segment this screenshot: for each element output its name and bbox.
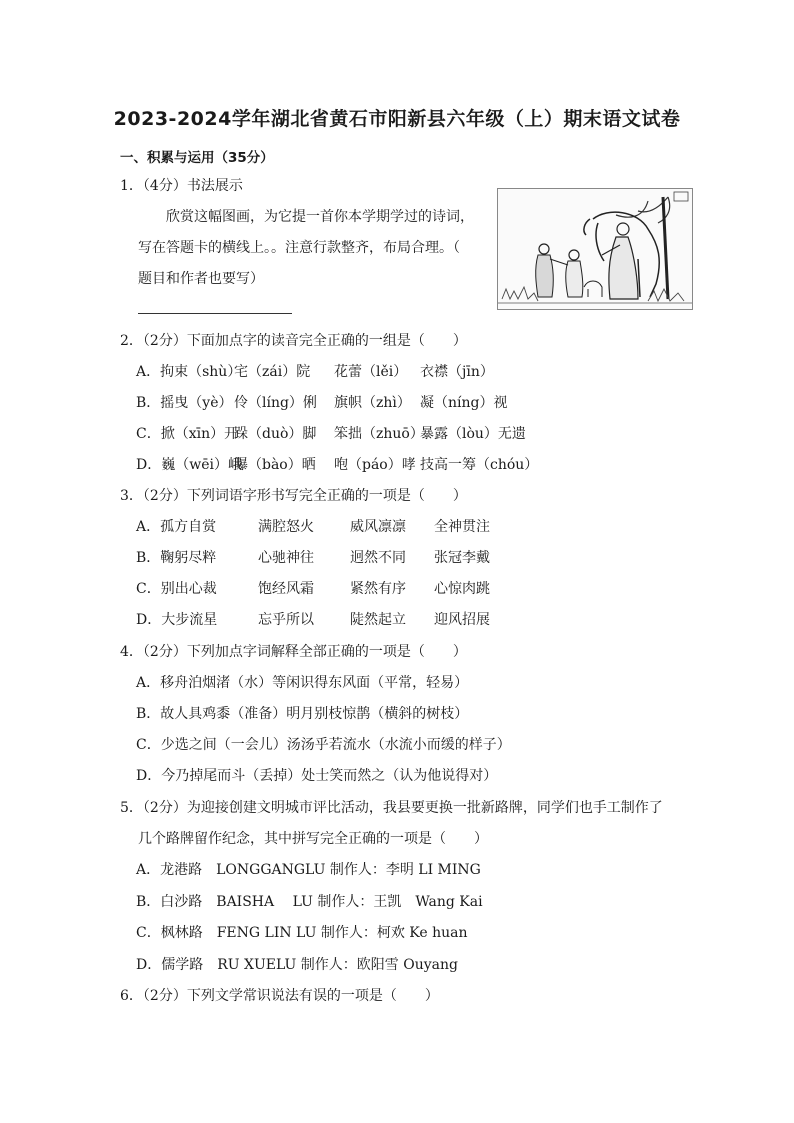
option-item: 心驰神往 <box>258 550 314 566</box>
option-a <box>136 362 494 382</box>
exam-title: 2023-2024学年湖北省黄石市阳新县六年级（上）期末语文试卷 <box>113 108 681 130</box>
option-item: 技高一筹（chóu） <box>420 457 539 473</box>
option-d: D．今乃掉尾而斗（丢掉）处士笑而然之（认为他说得对） <box>136 768 498 784</box>
question-5-head-cont: 几个路牌留作纪念，其中拼写完全正确的一项是（ ） <box>138 831 488 847</box>
option-item: B．摇曳（yè） <box>136 395 233 411</box>
option-item: 凝（níng）视 <box>420 395 508 411</box>
section-heading: 一、积累与运用（35分） <box>120 150 274 166</box>
option-b <box>136 548 490 568</box>
option-item: 迎风招展 <box>434 612 490 628</box>
option-item: C．掀（xīn）开 <box>136 426 239 442</box>
option-c: C．枫林路 FENG LIN LU 制作人：柯欢 Ke huan <box>136 925 468 941</box>
option-b: B．故人具鸡黍（准备）明月别枝惊鹊（横斜的树枝） <box>136 706 469 722</box>
option-d <box>136 455 538 475</box>
question-2-head: 2．（2分）下面加点字的读音完全正确的一组是（ ） <box>120 333 467 349</box>
ink-illustration <box>497 188 693 310</box>
question-4-head: 4．（2分）下列加点字词解释全部正确的一项是（ ） <box>120 644 467 660</box>
option-item: 宅（zái）院 <box>234 364 311 380</box>
question-1-text: 题目和作者也要写） <box>138 271 264 287</box>
option-a: A．移舟泊烟渚（水）等闲识得东风面（平常，轻易） <box>136 675 469 691</box>
option-a: A．龙港路 LONGGANGLU 制作人：李明 LI MING <box>136 862 481 878</box>
option-item: 跺（duò）脚 <box>234 426 317 442</box>
question-6-head: 6．（2分）下列文学常识说法有误的一项是（ ） <box>120 988 439 1004</box>
option-item: C．别出心裁 <box>136 581 217 597</box>
option-item: 张冠李戴 <box>434 550 490 566</box>
option-item: 紧然有序 <box>350 581 406 597</box>
answer-blank-line <box>138 313 292 314</box>
option-c <box>136 579 490 599</box>
option-item: 曝（bào）晒 <box>234 457 316 473</box>
option-item: B．鞠躬尽粹 <box>136 550 217 566</box>
question-1-text: 欣赏这幅图画，为它提一首你本学期学过的诗词， <box>166 209 474 225</box>
option-b: B．白沙路 BAISHA LU 制作人：王凯 Wang Kai <box>136 894 483 910</box>
question-5-head: 5．（2分）为迎接创建文明城市评比活动，我县要更换一批新路牌，同学们也手工制作了 <box>120 800 663 816</box>
option-item: 笨拙（zhuō） <box>334 426 424 442</box>
illustration-drawing <box>498 189 692 309</box>
option-item: A．拘束（shù） <box>136 364 242 380</box>
option-c: C．少选之间（一会儿）汤汤乎若流水（水流小而缓的样子） <box>136 737 511 753</box>
option-item: 迥然不同 <box>350 550 406 566</box>
option-item: 忘乎所以 <box>258 612 314 628</box>
option-a <box>136 517 490 537</box>
option-item: 陡然起立 <box>350 612 406 628</box>
question-1-head: 1．（4分）书法展示 <box>120 178 243 194</box>
option-d <box>136 610 490 630</box>
option-item: 威风凛凛 <box>350 519 406 535</box>
option-b <box>136 393 507 413</box>
option-c <box>136 424 526 444</box>
option-item: 衣襟（jīn） <box>420 364 494 380</box>
option-item: 心惊肉跳 <box>434 581 490 597</box>
question-1-text: 写在答题卡的横线上。。注意行款整齐，布局合理。（ <box>138 240 460 256</box>
option-item: 饱经风霜 <box>258 581 314 597</box>
option-d: D．儒学路 RU XUELU 制作人：欧阳雪 Ouyang <box>136 957 458 973</box>
option-item: 伶（líng）俐 <box>234 395 317 411</box>
option-item: 暴露（lòu）无遗 <box>420 426 526 442</box>
option-item: 全神贯注 <box>434 519 490 535</box>
option-item: 旗帜（zhì） <box>334 395 411 411</box>
option-item: D．大步流星 <box>136 612 218 628</box>
option-item: 花蕾（lěi） <box>334 364 408 380</box>
option-item: D．巍（wēi）峨 <box>136 457 242 473</box>
option-item: A．孤方自赏 <box>136 519 217 535</box>
question-3-head: 3．（2分）下列词语字形书写完全正确的一项是（ ） <box>120 488 467 504</box>
option-item: 咆（páo）哮 <box>334 457 416 473</box>
option-item: 满腔怒火 <box>258 519 314 535</box>
